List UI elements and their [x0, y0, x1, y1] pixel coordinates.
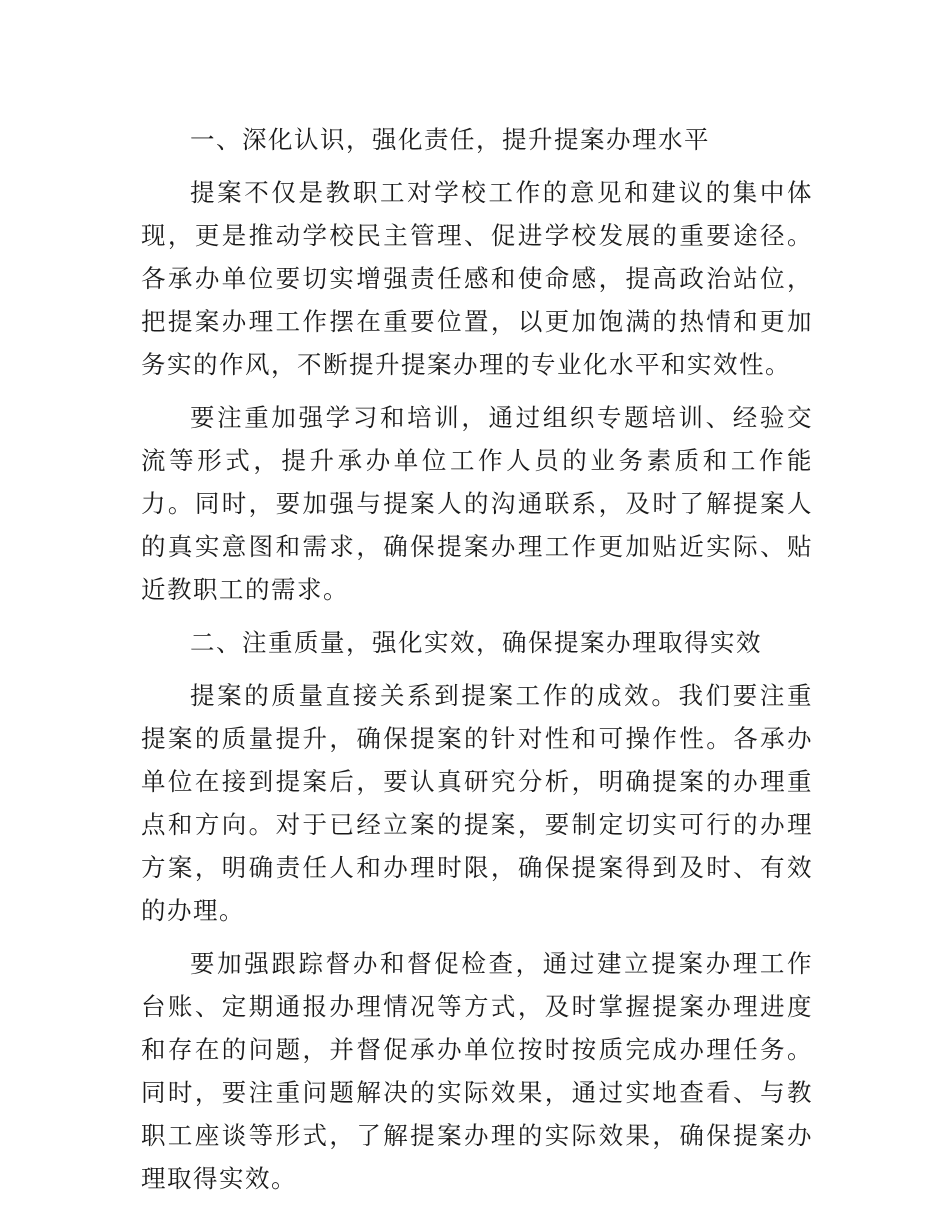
- spacer: [141, 611, 813, 621]
- paragraph-4: 要加强跟踪督办和督促检查，通过建立提案办理工作台账、定期通报办理情况等方式，及时掌握提案办理进度和存在的问题，并督促承办单位按时按质完成办理任务。同时，要注重问题解决的实际效果，通过实地查看、与教职工座谈等形式，了解提案办理的实际效果，确保提案办理取得实效。: [141, 949, 813, 1193]
- document-body: [141, 118, 813, 1200]
- spacer: [141, 664, 813, 674]
- section-heading-1: 一、深化认识，强化责任，提升提案办理水平: [190, 125, 710, 154]
- spacer: [141, 161, 813, 171]
- paragraph-2: 要注重加强学习和培训，通过组织专题培训、经验交流等形式，提升承办单位工作人员的业务素质和工作能力。同时，要加强与提案人的沟通联系，及时了解提案人的真实意图和需求，确保提案办理工作更加贴近实际、贴近教职工的需求。: [141, 403, 813, 604]
- paragraph-1: 提案不仅是教职工对学校工作的意见和建议的集中体现，更是推动学校民主管理、促进学校发展的重要途径。各承办单位要切实增强责任感和使命感，提高政治站位，把提案办理工作摆在重要位置，以更加饱满的热情和更加务实的作风，不断提升提案办理的专业化水平和实效性。: [141, 178, 813, 379]
- section-heading-2: 二、注重质量，强化实效，确保提案办理取得实效: [190, 628, 762, 657]
- spacer: [141, 932, 813, 942]
- spacer: [141, 386, 813, 396]
- paragraph-3: 提案的质量直接关系到提案工作的成效。我们要注重提案的质量提升，确保提案的针对性和可操作性。各承办单位在接到提案后，要认真研究分析，明确提案的办理重点和方向。对于已经立案的提案，要制定切实可行的办理方案，明确责任人和办理时限，确保提案得到及时、有效的办理。: [141, 681, 813, 925]
